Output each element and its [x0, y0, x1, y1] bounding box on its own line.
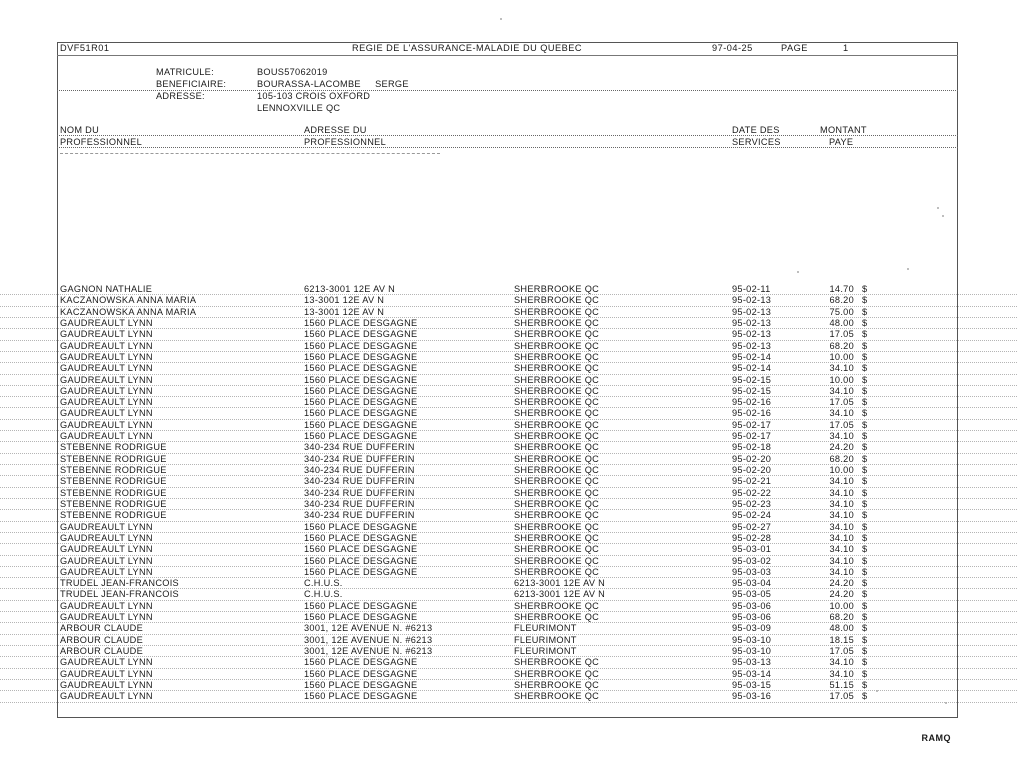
table-row: [0, 408, 1017, 419]
table-row: [0, 454, 1017, 465]
service-date: 95-02-13: [732, 295, 772, 306]
professional-city: SHERBROOKE QC: [514, 476, 600, 487]
professional-address: 1560 PLACE DESGAGNE: [304, 419, 418, 430]
table-row: [0, 442, 1017, 453]
service-date: 95-03-09: [732, 623, 772, 634]
service-date: 95-03-04: [732, 578, 772, 589]
service-date: 95-02-18: [732, 442, 772, 453]
professional-address: 1560 PLACE DESGAGNE: [304, 566, 418, 577]
currency-symbol: $: [862, 453, 868, 464]
professional-address: 1560 PLACE DESGAGNE: [304, 408, 418, 419]
table-row: [0, 341, 1017, 352]
professional-address: 3001, 12E AVENUE N. #6213: [304, 623, 433, 634]
table-row: [0, 352, 1017, 363]
currency-symbol: $: [862, 566, 868, 577]
professional-city: SHERBROOKE QC: [514, 566, 600, 577]
professional-city: SHERBROOKE QC: [514, 453, 600, 464]
currency-symbol: $: [862, 623, 868, 634]
service-date: 95-03-02: [732, 555, 772, 566]
table-row: [0, 635, 1017, 646]
professional-name: GAUDREAULT LYNN: [60, 408, 153, 419]
currency-symbol: $: [862, 476, 868, 487]
professional-address: 3001, 12E AVENUE N. #6213: [304, 634, 433, 645]
professional-name: GAUDREAULT LYNN: [60, 397, 153, 408]
table-row: [0, 567, 1017, 578]
table-row: [0, 669, 1017, 680]
service-date: 95-02-20: [732, 465, 772, 475]
professional-city: SHERBROOKE QC: [514, 306, 600, 317]
service-date: 95-02-17: [732, 419, 772, 430]
professional-city: SHERBROOKE QC: [514, 555, 600, 566]
professional-name: STEBENNE RODRIGUE: [60, 465, 167, 475]
amount-paid: 34.10: [829, 657, 854, 668]
amount-paid: 24.20: [829, 589, 854, 600]
professional-address: 1560 PLACE DESGAGNE: [304, 532, 418, 543]
professional-city: SHERBROOKE QC: [514, 510, 600, 521]
amount-paid: 10.00: [829, 465, 854, 475]
service-date: 95-02-22: [732, 487, 772, 498]
professional-city: SHERBROOKE QC: [514, 465, 600, 475]
service-date: 95-02-13: [732, 317, 772, 328]
professional-name: GAUDREAULT LYNN: [60, 340, 153, 351]
currency-symbol: $: [862, 498, 868, 509]
professional-address: C.H.U.S.: [304, 589, 343, 600]
table-row: [0, 499, 1017, 510]
professional-city: SHERBROOKE QC: [514, 521, 600, 532]
professional-address: 1560 PLACE DESGAGNE: [304, 668, 418, 679]
amount-paid: 34.10: [829, 385, 854, 396]
professional-address: 1560 PLACE DESGAGNE: [304, 679, 418, 690]
service-date: 95-02-21: [732, 476, 772, 487]
currency-symbol: $: [862, 363, 868, 374]
professional-name: GAUDREAULT LYNN: [60, 600, 153, 611]
professional-address: 340-234 RUE DUFFERIN: [304, 442, 415, 453]
professional-name: GAUDREAULT LYNN: [60, 612, 153, 623]
amount-paid: 51.15: [829, 679, 854, 690]
amount-paid: 34.10: [829, 668, 854, 679]
professional-city: SHERBROOKE QC: [514, 408, 600, 419]
professional-address: 6213-3001 12E AV N: [304, 284, 396, 294]
professional-address: 1560 PLACE DESGAGNE: [304, 351, 418, 362]
currency-symbol: $: [862, 532, 868, 543]
service-date: 95-03-13: [732, 657, 772, 668]
amount-paid: 75.00: [829, 306, 854, 317]
professional-city: SHERBROOKE QC: [514, 487, 600, 498]
currency-symbol: $: [862, 657, 868, 668]
amount-paid: 68.20: [829, 340, 854, 351]
table-row: [0, 522, 1017, 533]
amount-paid: 48.00: [829, 623, 854, 634]
professional-city: SHERBROOKE QC: [514, 295, 600, 306]
report-code: DVF51R01: [60, 43, 110, 53]
service-date: 95-02-20: [732, 453, 772, 464]
service-table: [0, 284, 1017, 703]
scan-speck: [876, 690, 878, 692]
professional-name: KACZANOWSKA ANNA MARIA: [60, 306, 197, 317]
currency-symbol: $: [862, 679, 868, 690]
table-row: [0, 329, 1017, 340]
currency-symbol: $: [862, 419, 868, 430]
currency-symbol: $: [862, 340, 868, 351]
currency-symbol: $: [862, 544, 868, 555]
service-date: 95-02-13: [732, 329, 772, 340]
professional-address: 1560 PLACE DESGAGNE: [304, 397, 418, 408]
professional-city: SHERBROOKE QC: [514, 385, 600, 396]
table-row: [0, 556, 1017, 567]
professional-address: 1560 PLACE DESGAGNE: [304, 691, 418, 702]
professional-city: SHERBROOKE QC: [514, 374, 600, 385]
service-date: 95-03-14: [732, 668, 772, 679]
professional-address: 1560 PLACE DESGAGNE: [304, 431, 418, 442]
professional-name: GAUDREAULT LYNN: [60, 691, 153, 702]
currency-symbol: $: [862, 646, 868, 656]
professional-city: SHERBROOKE QC: [514, 544, 600, 555]
col-nom-line2: PROFESSIONNEL: [60, 137, 143, 147]
professional-address: 1560 PLACE DESGAGNE: [304, 385, 418, 396]
professional-city: SHERBROOKE QC: [514, 329, 600, 340]
col-date-line2: SERVICES: [732, 137, 781, 147]
table-row: [0, 657, 1017, 668]
table-row: [0, 612, 1017, 623]
table-row: [0, 623, 1017, 634]
table-row: [0, 510, 1017, 521]
service-date: 95-03-03: [732, 566, 772, 577]
amount-paid: 34.10: [829, 544, 854, 555]
table-row: [0, 375, 1017, 386]
scan-artifact-dashes: [60, 153, 440, 154]
professional-address: 340-234 RUE DUFFERIN: [304, 498, 415, 509]
service-date: 95-02-24: [732, 510, 772, 521]
professional-name: GAUDREAULT LYNN: [60, 374, 153, 385]
currency-symbol: $: [862, 374, 868, 385]
professional-city: SHERBROOKE QC: [514, 668, 600, 679]
professional-address: 1560 PLACE DESGAGNE: [304, 374, 418, 385]
adresse-line2: LENNOXVILLE QC: [257, 103, 341, 113]
amount-paid: 68.20: [829, 612, 854, 623]
currency-symbol: $: [862, 408, 868, 419]
currency-symbol: $: [862, 578, 868, 589]
col-montant-line1: MONTANT: [820, 125, 867, 135]
matricule-value: BOUS57062019: [257, 67, 328, 77]
currency-symbol: $: [862, 351, 868, 362]
scan-speck: [907, 268, 909, 270]
professional-city: SHERBROOKE QC: [514, 691, 600, 702]
service-date: 95-02-16: [732, 397, 772, 408]
professional-name: ARBOUR CLAUDE: [60, 646, 144, 656]
professional-address: 1560 PLACE DESGAGNE: [304, 363, 418, 374]
table-row: [0, 691, 1017, 702]
amount-paid: 34.10: [829, 521, 854, 532]
service-date: 95-02-28: [732, 532, 772, 543]
amount-paid: 34.10: [829, 498, 854, 509]
currency-symbol: $: [862, 465, 868, 475]
amount-paid: 68.20: [829, 295, 854, 306]
service-date: 95-02-14: [732, 351, 772, 362]
currency-symbol: $: [862, 306, 868, 317]
professional-city: SHERBROOKE QC: [514, 532, 600, 543]
service-date: 95-02-27: [732, 521, 772, 532]
amount-paid: 34.10: [829, 566, 854, 577]
amount-paid: 10.00: [829, 374, 854, 385]
service-date: 95-03-06: [732, 600, 772, 611]
professional-city: SHERBROOKE QC: [514, 442, 600, 453]
currency-symbol: $: [862, 329, 868, 340]
professional-city: FLEURIMONT: [514, 623, 577, 634]
professional-name: ARBOUR CLAUDE: [60, 634, 144, 645]
amount-paid: 34.10: [829, 532, 854, 543]
col-date-line1: DATE DES: [732, 125, 780, 135]
professional-city: SHERBROOKE QC: [514, 363, 600, 374]
professional-city: SHERBROOKE QC: [514, 284, 600, 294]
professional-city: SHERBROOKE QC: [514, 419, 600, 430]
currency-symbol: $: [862, 442, 868, 453]
amount-paid: 24.20: [829, 442, 854, 453]
table-row: [0, 488, 1017, 499]
professional-address: 1560 PLACE DESGAGNE: [304, 340, 418, 351]
professional-address: 340-234 RUE DUFFERIN: [304, 487, 415, 498]
table-row: [0, 589, 1017, 600]
table-row: [0, 476, 1017, 487]
amount-paid: 34.10: [829, 510, 854, 521]
professional-address: 1560 PLACE DESGAGNE: [304, 317, 418, 328]
professional-city: SHERBROOKE QC: [514, 679, 600, 690]
matricule-label: MATRICULE:: [156, 67, 214, 77]
currency-symbol: $: [862, 510, 868, 521]
amount-paid: 17.05: [829, 646, 854, 656]
professional-name: TRUDEL JEAN-FRANCOIS: [60, 589, 179, 600]
professional-name: GAUDREAULT LYNN: [60, 668, 153, 679]
professional-name: GAUDREAULT LYNN: [60, 431, 153, 442]
professional-city: 6213-3001 12E AV N: [514, 589, 606, 600]
header-rule: [57, 55, 958, 56]
table-row: [0, 318, 1017, 329]
currency-symbol: $: [862, 691, 868, 702]
professional-name: GAUDREAULT LYNN: [60, 317, 153, 328]
professional-name: GAUDREAULT LYNN: [60, 351, 153, 362]
table-row: [0, 284, 1017, 295]
service-date: 95-02-17: [732, 431, 772, 442]
table-row: [0, 601, 1017, 612]
amount-paid: 24.20: [829, 578, 854, 589]
amount-paid: 34.10: [829, 408, 854, 419]
currency-symbol: $: [862, 385, 868, 396]
professional-address: 1560 PLACE DESGAGNE: [304, 657, 418, 668]
col-adresse-line2: PROFESSIONNEL: [304, 137, 387, 147]
professional-address: 13-3001 12E AV N: [304, 295, 385, 306]
scan-speck: [937, 207, 939, 209]
table-row: [0, 544, 1017, 555]
professional-city: FLEURIMONT: [514, 646, 577, 656]
currency-symbol: $: [862, 521, 868, 532]
professional-name: GAUDREAULT LYNN: [60, 385, 153, 396]
amount-paid: 10.00: [829, 600, 854, 611]
scan-speck: [945, 702, 947, 704]
service-date: 95-02-15: [732, 374, 772, 385]
table-row: [0, 680, 1017, 691]
professional-name: STEBENNE RODRIGUE: [60, 442, 167, 453]
professional-name: STEBENNE RODRIGUE: [60, 498, 167, 509]
amount-paid: 34.10: [829, 363, 854, 374]
professional-name: GAUDREAULT LYNN: [60, 419, 153, 430]
professional-city: FLEURIMONT: [514, 634, 577, 645]
professional-name: KACZANOWSKA ANNA MARIA: [60, 295, 197, 306]
amount-paid: 34.10: [829, 476, 854, 487]
table-row: [0, 397, 1017, 408]
professional-address: 1560 PLACE DESGAGNE: [304, 555, 418, 566]
amount-paid: 17.05: [829, 419, 854, 430]
professional-city: 6213-3001 12E AV N: [514, 578, 606, 589]
amount-paid: 34.10: [829, 555, 854, 566]
column-header-rule: [57, 135, 958, 136]
adresse-label: ADRESSE:: [156, 91, 205, 101]
currency-symbol: $: [862, 600, 868, 611]
amount-paid: 17.05: [829, 329, 854, 340]
professional-name: STEBENNE RODRIGUE: [60, 453, 167, 464]
professional-city: SHERBROOKE QC: [514, 600, 600, 611]
table-row: [0, 533, 1017, 544]
currency-symbol: $: [862, 589, 868, 600]
service-date: 95-03-10: [732, 634, 772, 645]
service-date: 95-02-13: [732, 306, 772, 317]
currency-symbol: $: [862, 284, 868, 294]
professional-name: STEBENNE RODRIGUE: [60, 476, 167, 487]
table-row: [0, 420, 1017, 431]
amount-paid: 48.00: [829, 317, 854, 328]
amount-paid: 14.70: [829, 284, 854, 294]
service-date: 95-03-16: [732, 691, 772, 702]
professional-city: SHERBROOKE QC: [514, 317, 600, 328]
service-date: 95-03-10: [732, 646, 772, 656]
professional-city: SHERBROOKE QC: [514, 351, 600, 362]
amount-paid: 17.05: [829, 691, 854, 702]
professional-address: 1560 PLACE DESGAGNE: [304, 612, 418, 623]
table-row: [0, 295, 1017, 306]
professional-name: GAUDREAULT LYNN: [60, 363, 153, 374]
scan-speck: [797, 271, 799, 273]
currency-symbol: $: [862, 295, 868, 306]
report-date: 97-04-25: [712, 43, 753, 53]
col-nom-line1: NOM DU: [60, 125, 100, 135]
professional-city: SHERBROOKE QC: [514, 397, 600, 408]
currency-symbol: $: [862, 612, 868, 623]
professional-name: TRUDEL JEAN-FRANCOIS: [60, 578, 179, 589]
beneficiaire-value: BOURASSA-LACOMBE SERGE: [257, 79, 409, 89]
professional-name: GAUDREAULT LYNN: [60, 544, 153, 555]
col-montant-line2: PAYE: [829, 137, 854, 147]
adresse-line1: 105-103 CROIS OXFORD: [257, 91, 371, 101]
professional-address: 1560 PLACE DESGAGNE: [304, 600, 418, 611]
professional-city: SHERBROOKE QC: [514, 612, 600, 623]
service-date: 95-03-01: [732, 544, 772, 555]
currency-symbol: $: [862, 634, 868, 645]
scan-speck: [500, 18, 502, 20]
professional-address: 340-234 RUE DUFFERIN: [304, 510, 415, 521]
table-row: [0, 363, 1017, 374]
amount-paid: 18.15: [829, 634, 854, 645]
amount-paid: 10.00: [829, 351, 854, 362]
professional-address: 340-234 RUE DUFFERIN: [304, 476, 415, 487]
professional-address: 1560 PLACE DESGAGNE: [304, 329, 418, 340]
amount-paid: 68.20: [829, 453, 854, 464]
professional-address: C.H.U.S.: [304, 578, 343, 589]
currency-symbol: $: [862, 555, 868, 566]
professional-name: GAUDREAULT LYNN: [60, 566, 153, 577]
page-number: 1: [843, 43, 849, 53]
table-row: [0, 465, 1017, 476]
professional-name: ARBOUR CLAUDE: [60, 623, 144, 634]
professional-name: GAUDREAULT LYNN: [60, 555, 153, 566]
table-row: [0, 578, 1017, 589]
currency-symbol: $: [862, 668, 868, 679]
professional-name: GAUDREAULT LYNN: [60, 532, 153, 543]
table-row: [0, 307, 1017, 318]
table-row: [0, 431, 1017, 442]
professional-city: SHERBROOKE QC: [514, 498, 600, 509]
professional-name: GAUDREAULT LYNN: [60, 329, 153, 340]
currency-symbol: $: [862, 397, 868, 408]
professional-name: GAGNON NATHALIE: [60, 284, 153, 294]
professional-address: 3001, 12E AVENUE N. #6213: [304, 646, 433, 656]
currency-symbol: $: [862, 487, 868, 498]
service-date: 95-02-14: [732, 363, 772, 374]
professional-name: GAUDREAULT LYNN: [60, 679, 153, 690]
professional-name: STEBENNE RODRIGUE: [60, 510, 167, 521]
column-header-bottom-rule: [57, 147, 958, 148]
professional-address: 340-234 RUE DUFFERIN: [304, 453, 415, 464]
service-date: 95-02-23: [732, 498, 772, 509]
professional-city: SHERBROOKE QC: [514, 657, 600, 668]
page-label: PAGE: [781, 43, 808, 53]
beneficiaire-label: BENEFICIAIRE:: [156, 79, 227, 89]
currency-symbol: $: [862, 317, 868, 328]
service-date: 95-02-13: [732, 340, 772, 351]
table-row: [0, 386, 1017, 397]
professional-name: GAUDREAULT LYNN: [60, 521, 153, 532]
amount-paid: 17.05: [829, 397, 854, 408]
amount-paid: 34.10: [829, 487, 854, 498]
report-title: REGIE DE L'ASSURANCE-MALADIE DU QUEBEC: [352, 43, 583, 53]
professional-city: SHERBROOKE QC: [514, 340, 600, 351]
service-date: 95-02-15: [732, 385, 772, 396]
service-date: 95-03-06: [732, 612, 772, 623]
service-date: 95-03-05: [732, 589, 772, 600]
scan-speck: [942, 215, 944, 217]
table-row: [0, 646, 1017, 657]
footer-mark: RAMQ: [921, 733, 951, 743]
currency-symbol: $: [862, 431, 868, 442]
professional-name: GAUDREAULT LYNN: [60, 657, 153, 668]
service-date: 95-02-11: [732, 284, 771, 294]
service-date: 95-03-15: [732, 679, 772, 690]
col-adresse-line1: ADRESSE DU: [304, 125, 367, 135]
professional-name: STEBENNE RODRIGUE: [60, 487, 167, 498]
professional-address: 13-3001 12E AV N: [304, 306, 385, 317]
professional-address: 340-234 RUE DUFFERIN: [304, 465, 415, 475]
professional-address: 1560 PLACE DESGAGNE: [304, 544, 418, 555]
professional-city: SHERBROOKE QC: [514, 431, 600, 442]
professional-address: 1560 PLACE DESGAGNE: [304, 521, 418, 532]
amount-paid: 34.10: [829, 431, 854, 442]
service-date: 95-02-16: [732, 408, 772, 419]
